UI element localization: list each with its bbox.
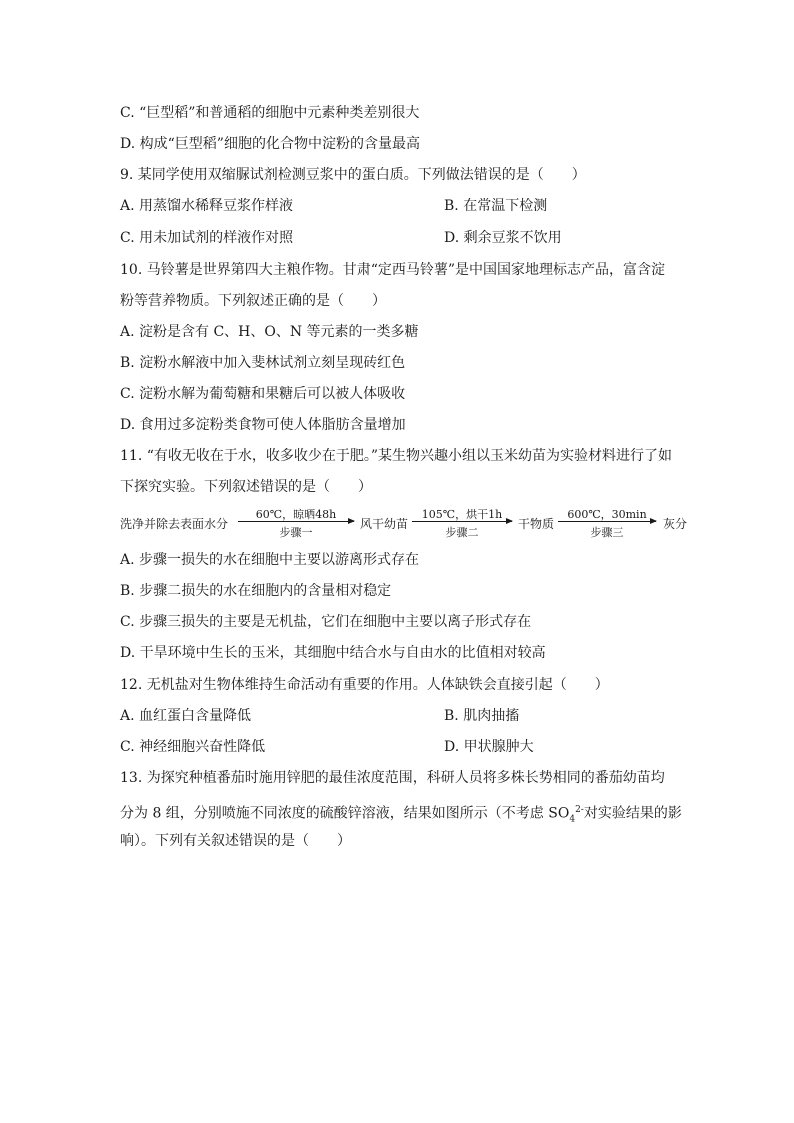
q9-option-d: D. 剩余豆浆不饮用 bbox=[444, 230, 562, 246]
flow-end: 灰分 bbox=[663, 517, 688, 531]
q8-option-d: D. 构成“巨型稻”细胞的化合物中淀粉的含量最高 bbox=[120, 136, 420, 152]
q9-stem: 9. 某同学使用双缩脲试剂检测豆浆中的蛋白质。下列做法错误的是（ ） bbox=[120, 167, 586, 183]
q9-option-c: C. 用未加试剂的样液作对照 bbox=[120, 230, 294, 246]
q11-option-b: B. 步骤二损失的水在细胞内的含量相对稳定 bbox=[120, 583, 392, 599]
flow-step1-condition: 60℃，晾晒48h bbox=[255, 508, 337, 521]
q12-option-d: D. 甲状腺肿大 bbox=[444, 739, 534, 755]
q11-option-d: D. 干旱环境中生长的玉米，其细胞中结合水与自由水的比值相对较高 bbox=[120, 645, 546, 661]
flow-step3-label: 步骤三 bbox=[590, 526, 624, 539]
flow-start: 洗净并除去表面水分 bbox=[120, 517, 229, 531]
sulfate-charge: 2- bbox=[575, 805, 584, 815]
flow-mid2: 干物质 bbox=[518, 517, 555, 531]
q12-option-b: B. 肌肉抽搐 bbox=[444, 708, 520, 724]
q10-stem-line2: 粉等营养物质。下列叙述正确的是（ ） bbox=[120, 293, 386, 309]
flow-mid1: 风干幼苗 bbox=[360, 517, 409, 531]
q13-stem-line3: 响）。下列有关叙述错误的是（ ） bbox=[120, 833, 351, 849]
q13-stem-line1: 13. 为探究种植番茄时施用锌肥的最佳浓度范围，科研人员将多株长势相同的番茄幼苗均 bbox=[120, 770, 665, 786]
q13-stem-line2 bbox=[120, 801, 682, 828]
q13-stem-line2-tail: 对实验结果的影 bbox=[583, 805, 682, 822]
q11-stem-line2: 下探究实验。下列叙述错误的是（ ） bbox=[120, 479, 372, 495]
flow-step3-condition: 600℃，30min bbox=[567, 508, 647, 521]
q10-option-c: C. 淀粉水解为葡萄糖和果糖后可以被人体吸收 bbox=[120, 386, 406, 402]
flow-step2-condition: 105℃，烘干1h bbox=[421, 508, 503, 521]
q12-stem: 12. 无机盐对生物体维持生命活动有重要的作用。人体缺铁会直接引起（ ） bbox=[120, 677, 609, 693]
q10-stem-line1: 10. 马铃薯是世界第四大主粮作物。甘肃“定西马铃薯”是中国国家地理标志产品，富含淀 bbox=[120, 262, 666, 278]
q8-option-c: C. “巨型稻”和普通稻的细胞中元素种类差别很大 bbox=[120, 105, 420, 121]
q10-option-a: A. 淀粉是含有 C、H、O、N 等元素的一类多糖 bbox=[120, 324, 419, 340]
flow-step1-label: 步骤一 bbox=[279, 526, 313, 539]
q9-option-a: A. 用蒸馏水稀释豆浆作样液 bbox=[120, 198, 294, 214]
q9-option-b: B. 在常温下检测 bbox=[444, 198, 548, 214]
q10-option-b: B. 淀粉水解液中加入斐林试剂立刻呈现砖红色 bbox=[120, 355, 406, 371]
q12-option-c: C. 神经细胞兴奋性降低 bbox=[120, 739, 266, 755]
q10-option-d: D. 食用过多淀粉类食物可使人体脂肪含量增加 bbox=[120, 417, 406, 433]
q11-flow-diagram bbox=[120, 506, 688, 542]
flow-step2-label: 步骤二 bbox=[445, 526, 479, 539]
q12-option-a: A. 血红蛋白含量降低 bbox=[120, 708, 252, 724]
q11-option-a: A. 步骤一损失的水在细胞中主要以游离形式存在 bbox=[120, 552, 420, 568]
sulfate-subscript: 4 bbox=[569, 814, 576, 825]
q13-stem-line2-text: 分为 8 组，分别喷施不同浓度的硫酸锌溶液，结果如图所示（不考虑 SO bbox=[120, 805, 570, 822]
q11-stem-line1: 11. “有收无收在于水，收多收少在于肥。”某生物兴趣小组以玉米幼苗为实验材料进行了如 bbox=[120, 448, 673, 464]
q11-option-c: C. 步骤三损失的主要是无机盐，它们在细胞中主要以离子形式存在 bbox=[120, 614, 532, 630]
